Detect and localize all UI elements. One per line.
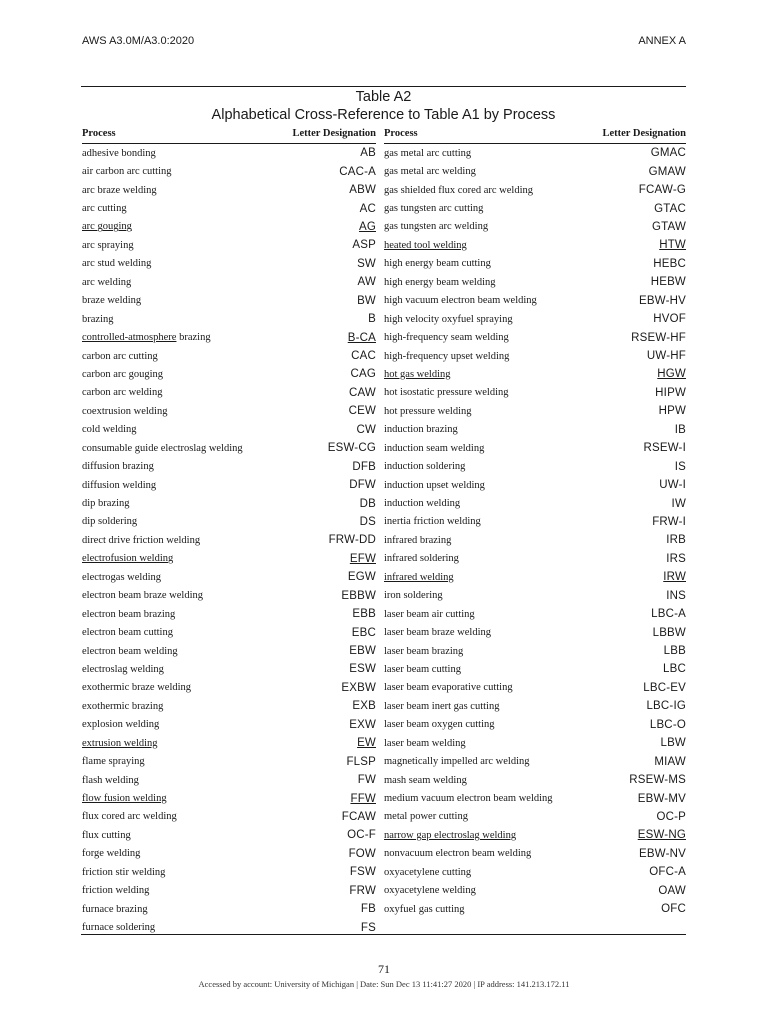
letter-designation: RSEW-HF bbox=[631, 331, 686, 344]
letter-designation: SW bbox=[357, 257, 376, 270]
table-row bbox=[82, 421, 376, 439]
document-id: AWS A3.0M/A3.0:2020 bbox=[82, 35, 195, 47]
process-name: arc stud welding bbox=[82, 258, 152, 270]
table-row bbox=[82, 236, 376, 254]
table-row bbox=[384, 457, 686, 475]
table-row bbox=[384, 882, 686, 900]
table-row bbox=[82, 402, 376, 420]
table-row bbox=[384, 826, 686, 844]
process-name: metal power cutting bbox=[384, 811, 468, 823]
letter-designation: EBW-NV bbox=[639, 847, 686, 860]
table-row bbox=[384, 900, 686, 918]
process-name: laser beam evaporative cutting bbox=[384, 682, 513, 694]
process-name: furnace soldering bbox=[82, 922, 156, 934]
process-name: induction upset welding bbox=[384, 479, 485, 491]
table-row bbox=[82, 882, 376, 900]
letter-designation: AB bbox=[360, 147, 376, 160]
process-name: arc spraying bbox=[82, 239, 134, 251]
table-row bbox=[82, 144, 376, 162]
letter-designation: FRW bbox=[349, 884, 376, 897]
table-row bbox=[384, 365, 686, 383]
table-row bbox=[384, 771, 686, 789]
process-name: high velocity oxyfuel spraying bbox=[384, 313, 513, 325]
table-titles bbox=[81, 88, 686, 124]
process-name: infrared welding bbox=[384, 571, 454, 583]
table-row bbox=[384, 697, 686, 715]
letter-designation: CAC-A bbox=[339, 165, 376, 178]
table-row bbox=[384, 752, 686, 770]
left-rows bbox=[82, 144, 384, 937]
process-name: flux cored arc welding bbox=[82, 811, 177, 823]
process-name: electron beam brazing bbox=[82, 608, 176, 620]
letter-designation: UW-HF bbox=[646, 350, 686, 363]
process-name: flame spraying bbox=[82, 756, 145, 768]
table-row bbox=[82, 605, 376, 623]
letter-designation: EXW bbox=[349, 718, 376, 731]
process-name: braze welding bbox=[82, 295, 142, 307]
letter-designation: CEW bbox=[348, 405, 376, 418]
process-name: narrow gap electroslag welding bbox=[384, 829, 517, 841]
letter-designation: HGW bbox=[657, 368, 686, 381]
table-row bbox=[82, 255, 376, 273]
process-name: hot pressure welding bbox=[384, 405, 472, 417]
table-row bbox=[384, 144, 686, 162]
letter-designation: GMAW bbox=[648, 165, 686, 178]
process-name: flow fusion welding bbox=[82, 793, 167, 805]
letter-designation: OC-F bbox=[347, 829, 376, 842]
table-row bbox=[384, 789, 686, 807]
table-row bbox=[82, 199, 376, 217]
cross-reference-table bbox=[82, 125, 686, 937]
letter-designation: FS bbox=[360, 921, 376, 934]
letter-designation: ABW bbox=[349, 184, 376, 197]
letter-designation: EBW-MV bbox=[637, 792, 686, 805]
process-name: extrusion welding bbox=[82, 737, 158, 749]
access-note: Accessed by account: University of Michigan | Date: Sun Dec 13 11:41:27 2020 | IP address: 141.213.172.11 bbox=[198, 979, 570, 989]
table-row bbox=[82, 863, 376, 881]
table-row bbox=[82, 347, 376, 365]
process-name: controlled-atmosphere brazing bbox=[82, 332, 211, 344]
process-name: high-frequency upset welding bbox=[384, 350, 510, 362]
letter-designation: OFC bbox=[661, 903, 686, 916]
table-row bbox=[384, 734, 686, 752]
letter-designation: LBC bbox=[663, 663, 686, 676]
process-name: gas tungsten arc welding bbox=[384, 221, 489, 233]
letter-designation: EXB bbox=[352, 700, 376, 713]
table-row bbox=[82, 752, 376, 770]
process-name: electrogas welding bbox=[82, 571, 162, 583]
table-row bbox=[82, 328, 376, 346]
letter-designation: AW bbox=[357, 276, 376, 289]
table-row bbox=[82, 900, 376, 918]
letter-designation: LBC-O bbox=[649, 718, 686, 731]
annex-label: ANNEX A bbox=[638, 35, 686, 47]
table-row bbox=[82, 550, 376, 568]
letter-designation: IRW bbox=[663, 571, 686, 584]
process-name: high energy beam cutting bbox=[384, 258, 491, 270]
table-row bbox=[384, 494, 686, 512]
process-name: magnetically impelled arc welding bbox=[384, 756, 530, 768]
letter-designation: GTAW bbox=[651, 220, 686, 233]
table-row bbox=[82, 716, 376, 734]
process-name: carbon arc gouging bbox=[82, 368, 164, 380]
letter-designation: RSEW-I bbox=[643, 442, 686, 455]
letter-designation: DS bbox=[359, 515, 376, 528]
letter-designation: GMAC bbox=[650, 147, 686, 160]
letter-designation: LBC-IG bbox=[646, 700, 686, 713]
letter-designation: ESW bbox=[349, 663, 376, 676]
letter-designation: FRW-I bbox=[652, 515, 686, 528]
process-name: dip soldering bbox=[82, 516, 138, 528]
table-row bbox=[82, 218, 376, 236]
letter-designation: OAW bbox=[658, 884, 686, 897]
table-row bbox=[384, 310, 686, 328]
letter-designation: EBC bbox=[351, 626, 376, 639]
process-name: hot gas welding bbox=[384, 368, 451, 380]
page-number: 71 bbox=[378, 962, 390, 976]
table-row bbox=[384, 384, 686, 402]
letter-designation: IRB bbox=[666, 534, 686, 547]
table-row bbox=[384, 568, 686, 586]
process-name: infrared brazing bbox=[384, 534, 452, 546]
process-name: oxyacetylene welding bbox=[384, 885, 476, 897]
letter-designation: LBBW bbox=[652, 626, 686, 639]
letter-designation: OFC-A bbox=[649, 866, 686, 879]
table-row bbox=[82, 587, 376, 605]
letter-designation: DB bbox=[359, 497, 376, 510]
letter-designation: CAC bbox=[351, 350, 376, 363]
process-name: oxyfuel gas cutting bbox=[384, 903, 465, 915]
process-name: arc welding bbox=[82, 276, 132, 288]
table-row bbox=[384, 476, 686, 494]
process-name: exothermic braze welding bbox=[82, 682, 192, 694]
letter-designation: ESW-NG bbox=[637, 829, 686, 842]
process-name: induction seam welding bbox=[384, 442, 485, 454]
process-name: induction brazing bbox=[384, 424, 458, 436]
table-row bbox=[82, 568, 376, 586]
table-row bbox=[82, 476, 376, 494]
process-name: iron soldering bbox=[384, 590, 443, 602]
letter-designation: GTAC bbox=[654, 202, 686, 215]
letter-designation: DFB bbox=[352, 460, 376, 473]
process-name: brazing bbox=[82, 313, 114, 325]
process-name: nonvacuum electron beam welding bbox=[384, 848, 532, 860]
letter-designation: FSW bbox=[349, 866, 376, 879]
process-name: direct drive friction welding bbox=[82, 534, 201, 546]
process-name: induction soldering bbox=[384, 461, 466, 473]
table-row bbox=[82, 181, 376, 199]
process-name: gas shielded flux cored arc welding bbox=[384, 184, 533, 196]
table-row bbox=[384, 236, 686, 254]
process-name: laser beam air cutting bbox=[384, 608, 475, 620]
table-row bbox=[82, 365, 376, 383]
process-name: electron beam cutting bbox=[82, 627, 173, 639]
letter-designation: LBB bbox=[663, 645, 686, 658]
letter-designation: LBC-A bbox=[651, 608, 686, 621]
process-name: gas metal arc cutting bbox=[384, 147, 472, 159]
table-title: Table A2 bbox=[355, 89, 412, 105]
table-row bbox=[384, 181, 686, 199]
process-name: flash welding bbox=[82, 774, 139, 786]
process-name: carbon arc welding bbox=[82, 387, 163, 399]
process-name: forge welding bbox=[82, 848, 141, 860]
table-row bbox=[384, 808, 686, 826]
table-row bbox=[384, 218, 686, 236]
process-name: electroslag welding bbox=[82, 663, 164, 675]
table-row bbox=[82, 273, 376, 291]
process-header: Process bbox=[384, 128, 418, 139]
letter-designation-header: Letter Designation bbox=[292, 128, 376, 139]
table-row bbox=[384, 716, 686, 734]
letter-designation: IW bbox=[671, 497, 686, 510]
process-name: carbon arc cutting bbox=[82, 350, 158, 362]
letter-designation: EBB bbox=[352, 608, 376, 621]
process-name: electrofusion welding bbox=[82, 553, 174, 565]
process-name: explosion welding bbox=[82, 719, 160, 731]
process-name: gas metal arc welding bbox=[384, 166, 476, 178]
process-name: laser beam cutting bbox=[384, 663, 461, 675]
table-row bbox=[82, 660, 376, 678]
process-name: cold welding bbox=[82, 424, 137, 436]
process-name: laser beam oxygen cutting bbox=[384, 719, 495, 731]
process-name: friction stir welding bbox=[82, 866, 166, 878]
table-row bbox=[82, 789, 376, 807]
process-name: laser beam welding bbox=[384, 737, 466, 749]
letter-designation: HTW bbox=[659, 239, 686, 252]
letter-designation: HEBW bbox=[650, 276, 686, 289]
table-row bbox=[82, 384, 376, 402]
table-row bbox=[384, 587, 686, 605]
process-name: high vacuum electron beam welding bbox=[384, 295, 537, 307]
letter-designation: OC-P bbox=[656, 810, 686, 823]
letter-designation: EBW bbox=[349, 645, 376, 658]
letter-designation: HPW bbox=[658, 405, 686, 418]
process-name: heated tool welding bbox=[384, 239, 467, 251]
process-name: hot isostatic pressure welding bbox=[384, 387, 509, 399]
letter-designation: EBBW bbox=[341, 589, 376, 602]
table-row bbox=[82, 162, 376, 180]
process-name: inertia friction welding bbox=[384, 516, 481, 528]
right-column bbox=[384, 125, 686, 937]
letter-designation: FFW bbox=[350, 792, 376, 805]
process-name: laser beam inert gas cutting bbox=[384, 700, 500, 712]
process-name: high energy beam welding bbox=[384, 276, 496, 288]
process-name: adhesive bonding bbox=[82, 147, 156, 159]
letter-designation: EFW bbox=[349, 552, 376, 565]
letter-designation: CAG bbox=[350, 368, 376, 381]
table-row bbox=[384, 199, 686, 217]
letter-designation: B-CA bbox=[347, 331, 376, 344]
letter-designation: EBW-HV bbox=[639, 294, 686, 307]
right-rows bbox=[384, 144, 686, 918]
table-row bbox=[82, 310, 376, 328]
table-row bbox=[384, 292, 686, 310]
table-row bbox=[82, 531, 376, 549]
letter-designation: BW bbox=[357, 294, 376, 307]
process-name: laser beam braze welding bbox=[384, 627, 491, 639]
table-row bbox=[384, 642, 686, 660]
letter-designation: EXBW bbox=[341, 681, 376, 694]
process-name: electron beam welding bbox=[82, 645, 178, 657]
table-row bbox=[384, 439, 686, 457]
letter-designation: FOW bbox=[348, 847, 376, 860]
letter-designation: HIPW bbox=[655, 386, 686, 399]
letter-designation: FLSP bbox=[346, 755, 376, 768]
letter-designation: RSEW-MS bbox=[629, 774, 686, 787]
table-row bbox=[384, 863, 686, 881]
letter-designation: INS bbox=[666, 589, 686, 602]
process-name: air carbon arc cutting bbox=[82, 166, 172, 178]
process-name: medium vacuum electron beam welding bbox=[384, 793, 553, 805]
process-name: diffusion brazing bbox=[82, 461, 154, 473]
table-row bbox=[384, 162, 686, 180]
letter-designation: HEBC bbox=[653, 257, 686, 270]
process-name: arc gouging bbox=[82, 221, 132, 233]
table-row bbox=[384, 273, 686, 291]
letter-designation: AC bbox=[359, 202, 376, 215]
table-row bbox=[82, 808, 376, 826]
table-row bbox=[82, 439, 376, 457]
table-row bbox=[384, 623, 686, 641]
process-name: dip brazing bbox=[82, 498, 130, 510]
process-name: mash seam welding bbox=[384, 774, 467, 786]
left-column bbox=[82, 125, 384, 937]
process-name: arc braze welding bbox=[82, 184, 157, 196]
top-rule bbox=[81, 86, 686, 87]
table-row bbox=[384, 347, 686, 365]
process-name: laser beam brazing bbox=[384, 645, 464, 657]
process-name: consumable guide electroslag welding bbox=[82, 442, 243, 454]
letter-designation: B bbox=[368, 313, 376, 326]
table-row bbox=[82, 457, 376, 475]
table-row bbox=[384, 605, 686, 623]
process-name: gas tungsten arc cutting bbox=[384, 203, 484, 215]
process-name: diffusion welding bbox=[82, 479, 157, 491]
letter-designation: IB bbox=[674, 423, 686, 436]
letter-designation: CAW bbox=[348, 386, 376, 399]
table-row bbox=[82, 826, 376, 844]
process-name: friction welding bbox=[82, 885, 150, 897]
table-row bbox=[82, 623, 376, 641]
process-name: flux cutting bbox=[82, 829, 131, 841]
process-name: exothermic brazing bbox=[82, 700, 164, 712]
table-row bbox=[384, 531, 686, 549]
process-name: coextrusion welding bbox=[82, 405, 168, 417]
letter-designation: AG bbox=[358, 220, 376, 233]
letter-designation: IRS bbox=[666, 552, 686, 565]
table-row bbox=[384, 402, 686, 420]
left-column-header bbox=[82, 125, 376, 144]
right-column-header bbox=[384, 125, 686, 144]
table-row bbox=[82, 642, 376, 660]
letter-designation: IS bbox=[674, 460, 686, 473]
letter-designation: EGW bbox=[347, 571, 376, 584]
table-row bbox=[82, 697, 376, 715]
letter-designation: MIAW bbox=[654, 755, 686, 768]
letter-designation: ESW-CG bbox=[327, 442, 376, 455]
table-row bbox=[384, 679, 686, 697]
letter-designation: FB bbox=[360, 903, 376, 916]
letter-designation: FRW-DD bbox=[328, 534, 376, 547]
table-subtitle: Alphabetical Cross-Reference to Table A1 by Process bbox=[211, 107, 556, 123]
letter-designation: UW-I bbox=[659, 479, 686, 492]
table-row bbox=[384, 328, 686, 346]
table-row bbox=[384, 421, 686, 439]
table-row bbox=[82, 845, 376, 863]
letter-designation: CW bbox=[356, 423, 376, 436]
letter-designation: HVOF bbox=[653, 313, 686, 326]
table-row bbox=[82, 494, 376, 512]
process-header: Process bbox=[82, 128, 116, 139]
process-name: induction welding bbox=[384, 498, 461, 510]
table-row bbox=[384, 845, 686, 863]
process-name: infrared soldering bbox=[384, 553, 459, 565]
table-row bbox=[82, 292, 376, 310]
letter-designation-header: Letter Designation bbox=[602, 128, 686, 139]
letter-designation: LBC-EV bbox=[643, 681, 686, 694]
table-row bbox=[82, 771, 376, 789]
table-row bbox=[82, 734, 376, 752]
bottom-rule bbox=[81, 934, 686, 935]
letter-designation: FCAW bbox=[341, 810, 376, 823]
letter-designation: ASP bbox=[352, 239, 376, 252]
table-row bbox=[82, 513, 376, 531]
table-row bbox=[384, 255, 686, 273]
process-name: furnace brazing bbox=[82, 903, 148, 915]
letter-designation: FW bbox=[357, 774, 376, 787]
letter-designation: FCAW-G bbox=[638, 184, 686, 197]
table-row bbox=[384, 550, 686, 568]
letter-designation: EW bbox=[357, 737, 376, 750]
process-name: electron beam braze welding bbox=[82, 590, 203, 602]
letter-designation: LBW bbox=[660, 737, 686, 750]
process-name: high-frequency seam welding bbox=[384, 332, 509, 344]
process-name: oxyacetylene cutting bbox=[384, 866, 472, 878]
process-name: arc cutting bbox=[82, 203, 127, 215]
letter-designation: DFW bbox=[349, 479, 376, 492]
table-row bbox=[82, 679, 376, 697]
table-row bbox=[384, 513, 686, 531]
table-row bbox=[384, 660, 686, 678]
